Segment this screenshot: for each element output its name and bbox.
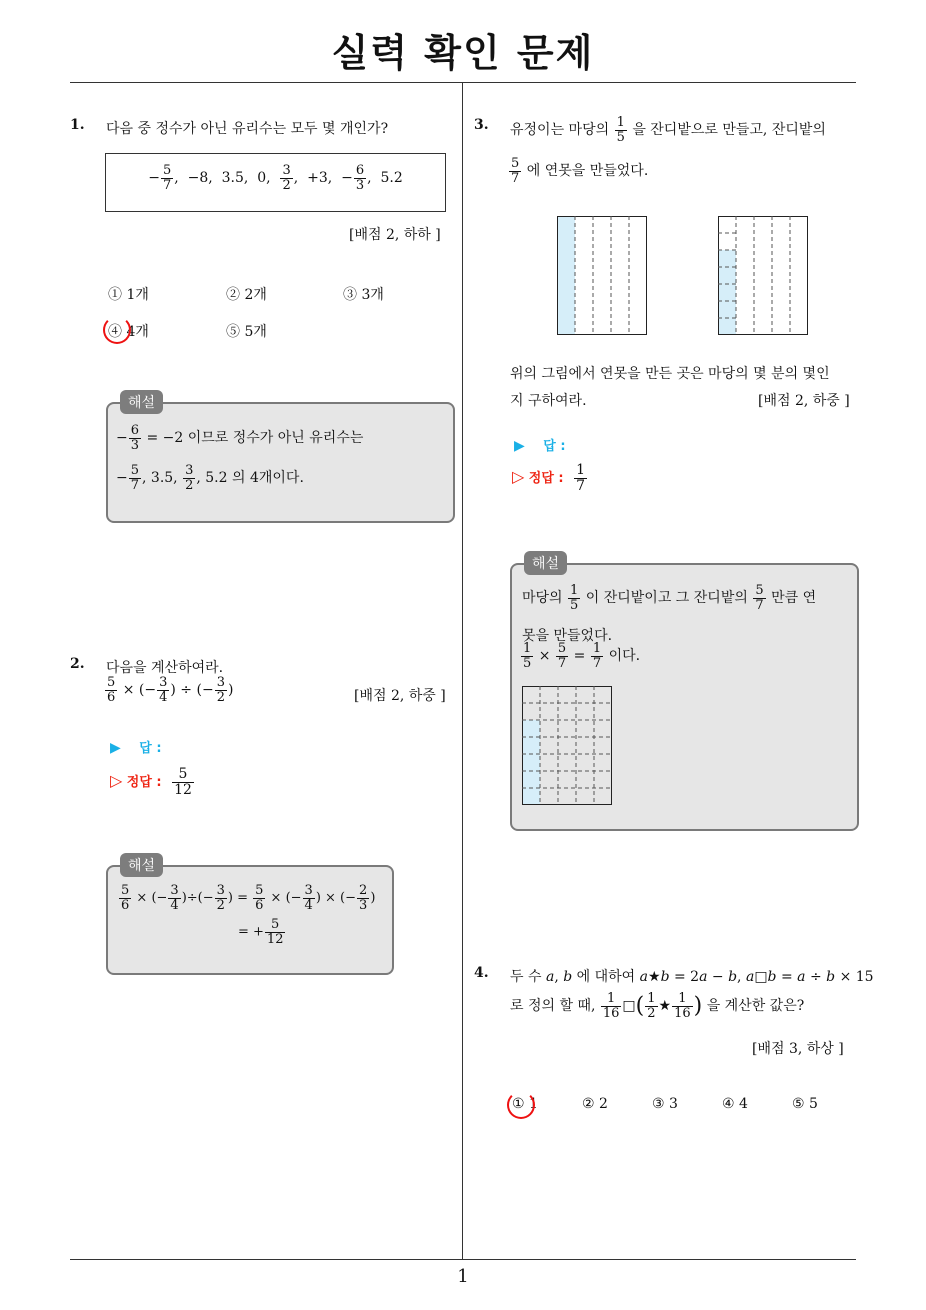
q3-score: [배점 2, 하중 ] (758, 393, 850, 409)
q3-sol4: 못을 만들었다. (522, 628, 613, 644)
q1-selected-mark (103, 316, 131, 344)
q2-solution-line1: $\frac{5}{6}$ × (− $\frac{3}{4}$ )÷(− $\frac{3}{2}$ ) = $\frac{5}{6}$ × (− $\frac{3}{4}$ ) × (− $\frac{2}{3}$ ) (121, 883, 376, 913)
correct-arrow-icon: ▷ (110, 771, 123, 791)
q3-solution-line3: $\frac{1}{5}$ × $\frac{5}{7}$ = $\frac{1}{7}$ 이다. (523, 641, 641, 671)
q1-choice-2[interactable]: ② 2개 (226, 287, 267, 303)
q1-number-box (105, 153, 446, 212)
q3-number: 3. (474, 117, 489, 133)
q2-correct-label: 정답 : (126, 775, 162, 791)
q3-figure-grass (557, 216, 649, 336)
q4-score: [배점 3, 하상 ] (752, 1041, 844, 1057)
q3-correct-label: 정답 : (528, 471, 564, 487)
q4-choice-5[interactable]: ⑤ 5 (792, 1096, 818, 1112)
q1-choice-4[interactable]: ④ 4개 (108, 324, 149, 340)
footer-rule (70, 1259, 856, 1260)
q2-expression: $\frac{5}{6}$ × (− $\frac{3}{4}$ ) ÷ (− $\frac{3}{2}$ ) (107, 675, 234, 705)
column-divider (462, 82, 463, 1260)
q2-correct-row (110, 767, 195, 797)
q2-text: 다음을 계산하여라. (106, 660, 224, 676)
q3-line2: $\frac{5}{7}$ 에 연못을 만들었다. (511, 156, 649, 186)
answer-arrow-icon: ▶ (110, 740, 121, 756)
page-title: 실력 확인 문제 (331, 31, 595, 75)
q3-text1: 유정이는 마당의 (510, 122, 610, 139)
title-rule (70, 82, 856, 83)
q3-sol5: 이다. (608, 648, 641, 665)
answer-arrow-icon: ▶ (514, 438, 525, 454)
q1-solution-line1: − $\frac{6}{3}$ = −2 이므로 정수가 아닌 유리수는 (116, 423, 364, 453)
q1-choice-1[interactable]: ① 1개 (108, 287, 149, 303)
q2-number: 2. (70, 656, 85, 672)
q3-text2: 을 잔디밭으로 만들고, 잔디밭의 (632, 122, 826, 139)
q3-solution-grid (522, 686, 614, 806)
q4-text3: 로 정의 할 때, (510, 998, 596, 1015)
q4-text1: 두 수 (510, 969, 542, 985)
q4-line1: 두 수 a, b 에 대하여 a★b = 2a − b, a□b = a ÷ b × 15 (510, 969, 874, 985)
q3-sol3: 만큼 연 (771, 590, 817, 607)
q3-solution-line1: 마당의 $\frac{1}{5}$ 이 잔디밭이고 그 잔디밭의 $\frac{5}{7}$ 만큼 연 (522, 583, 817, 613)
q4-choice-4[interactable]: ④ 4 (722, 1096, 748, 1112)
q3-correct-row (512, 463, 588, 493)
q3-text5: 지 구하여라. (510, 393, 587, 409)
q1-number-list: − $\frac{5}{7}$ , −8, 3.5, 0, $\frac{3}{2}$ , +3, − $\frac{6}{3}$ , 5.2 (148, 163, 403, 193)
q1-solution-tag: 해설 (120, 390, 163, 414)
q2-answer-row[interactable] (110, 737, 162, 756)
q1-solution-text2: 의 4개이다. (232, 470, 304, 487)
q3-sol1: 마당의 (522, 590, 563, 607)
page-number: 1 (457, 1266, 469, 1287)
q3-answer-label: 답 : (543, 439, 566, 454)
q2-correct-value: $\frac{5}{12}$ (174, 766, 192, 798)
q4-line2: 로 정의 할 때, $\frac{1}{16}$ □( $\frac{1}{2}$ ★ $\frac{1}{16}$ ) 을 계산한 값은? (510, 991, 805, 1021)
q3-line1: 유정이는 마당의 $\frac{1}{5}$ 을 잔디밭으로 만들고, 잔디밭의 (510, 115, 826, 145)
q4-choice-3[interactable]: ③ 3 (652, 1096, 678, 1112)
q1-choice-3[interactable]: ③ 3개 (343, 287, 384, 303)
q3-figure-pond (718, 216, 810, 336)
q1-number: 1. (70, 117, 85, 133)
q1-score: [배점 2, 하하 ] (349, 227, 441, 243)
q1-text: 다음 중 정수가 아닌 유리수는 모두 몇 개인가? (106, 121, 389, 137)
q3-answer-row[interactable] (514, 435, 566, 454)
q4-selected-mark (507, 1091, 535, 1119)
q3-sol2: 이 잔디밭이고 그 잔디밭의 (585, 590, 748, 607)
q4-text4: 을 계산한 값은? (706, 998, 805, 1015)
q4-number: 4. (474, 965, 489, 981)
q1-solution-text1: = −2 이므로 정수가 아닌 유리수는 (146, 430, 364, 447)
q3-correct-value: $\frac{1}{7}$ (576, 462, 585, 494)
q3-text3: 에 연못을 만들었다. (526, 163, 649, 180)
q2-score: [배점 2, 하중 ] (354, 688, 446, 704)
q4-choice-1[interactable]: ① 1 (512, 1096, 538, 1112)
q4-text2: 에 대하여 (576, 969, 636, 985)
q1-solution-box (106, 402, 455, 523)
q2-solution-tag: 해설 (120, 853, 163, 877)
q3-solution-tag: 해설 (524, 551, 567, 575)
q1-solution-line2: − $\frac{5}{7}$ , 3.5, $\frac{3}{2}$ , 5.2 의 4개이다. (116, 463, 304, 493)
correct-arrow-icon: ▷ (512, 467, 525, 487)
q3-text4: 위의 그림에서 연못을 만든 곳은 마당의 몇 분의 몇인 (510, 366, 830, 382)
q1-choice-5[interactable]: ⑤ 5개 (226, 324, 267, 340)
q4-choice-2[interactable]: ② 2 (582, 1096, 608, 1112)
q2-solution-line2: = + $\frac{5}{12}$ (238, 917, 284, 947)
q2-answer-label: 답 : (139, 741, 162, 756)
